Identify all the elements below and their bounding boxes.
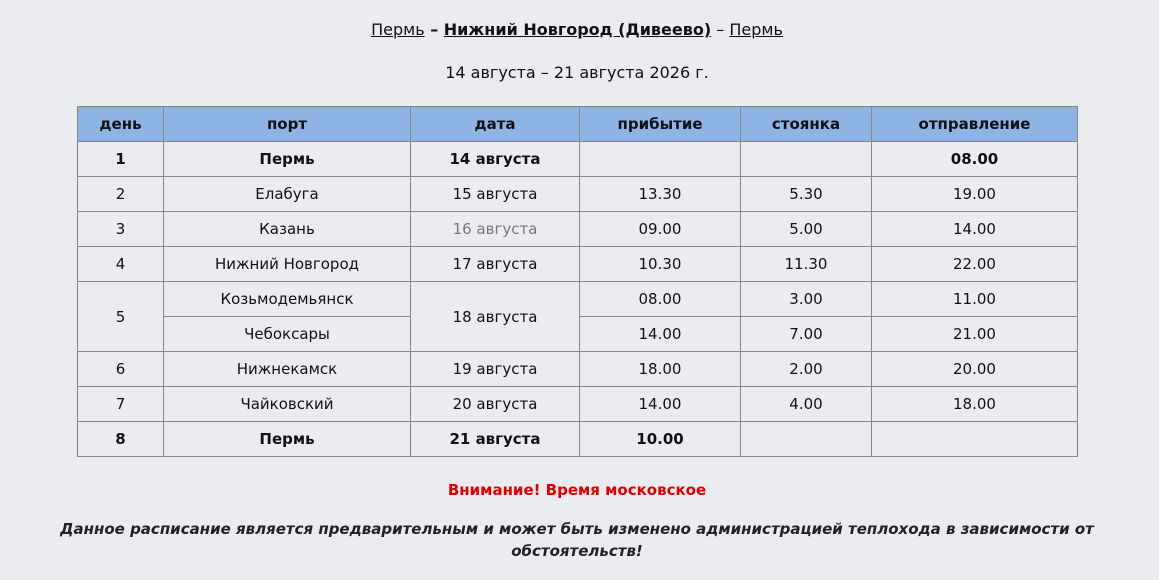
table-row <box>78 282 1078 317</box>
cell-port: Пермь <box>164 422 411 457</box>
cell-date: 19 августа <box>411 352 580 387</box>
cell-departure: 20.00 <box>872 352 1078 387</box>
cell-arrival: 09.00 <box>580 212 741 247</box>
table-row <box>78 352 1078 387</box>
timezone-warning: Внимание! Время московское <box>447 481 707 499</box>
table-row <box>78 177 1078 212</box>
cell-port: Казань <box>164 212 411 247</box>
cell-port: Елабуга <box>164 177 411 212</box>
cell-port: Козьмодемьянск <box>164 282 411 317</box>
cell-departure: 08.00 <box>872 142 1078 177</box>
cell-day: 2 <box>78 177 164 212</box>
cell-date: 18 августа <box>411 282 580 352</box>
cell-arrival: 08.00 <box>580 282 741 317</box>
cell-stop: 4.00 <box>741 387 872 422</box>
cell-day: 7 <box>78 387 164 422</box>
cell-arrival: 18.00 <box>580 352 741 387</box>
cell-day: 4 <box>78 247 164 282</box>
cell-port: Нижнекамск <box>164 352 411 387</box>
header-departure: отправление <box>872 107 1078 142</box>
cruise-dates: 14 августа – 21 августа 2026 г. <box>445 63 709 82</box>
cell-departure: 14.00 <box>872 212 1078 247</box>
cell-arrival: 14.00 <box>580 387 741 422</box>
cell-date: 16 августа <box>411 212 580 247</box>
cell-day: 3 <box>78 212 164 247</box>
cell-departure: 18.00 <box>872 387 1078 422</box>
cell-departure: 19.00 <box>872 177 1078 212</box>
table-header-row <box>78 107 1078 142</box>
cell-stop: 3.00 <box>741 282 872 317</box>
cell-stop: 2.00 <box>741 352 872 387</box>
cell-date: 21 августа <box>411 422 580 457</box>
table-row <box>78 422 1078 457</box>
disclaimer-note: Данное расписание является предварительным и может быть изменено администрацией теплохода в зависимости от обстоятельств! <box>60 520 1094 560</box>
cell-port: Нижний Новгород <box>164 247 411 282</box>
header-stop: стоянка <box>741 107 872 142</box>
cell-date: 15 августа <box>411 177 580 212</box>
cell-departure: 11.00 <box>872 282 1078 317</box>
cell-day: 8 <box>78 422 164 457</box>
cell-arrival: 10.00 <box>580 422 741 457</box>
cell-day: 1 <box>78 142 164 177</box>
cell-arrival: 13.30 <box>580 177 741 212</box>
cell-date: 20 августа <box>411 387 580 422</box>
cell-port: Пермь <box>164 142 411 177</box>
cell-port: Чебоксары <box>164 317 411 352</box>
cell-arrival: 14.00 <box>580 317 741 352</box>
route-middle: Нижний Новгород (Дивеево) <box>443 20 712 39</box>
table-row <box>78 212 1078 247</box>
cell-departure: 21.00 <box>872 317 1078 352</box>
cell-stop: 7.00 <box>741 317 872 352</box>
cell-stop: 5.30 <box>741 177 872 212</box>
cell-stop: 5.00 <box>741 212 872 247</box>
cell-departure <box>872 422 1078 457</box>
route-start: Пермь <box>371 20 425 39</box>
cell-port: Чайковский <box>164 387 411 422</box>
cell-stop: 11.30 <box>741 247 872 282</box>
cell-arrival: 10.30 <box>580 247 741 282</box>
cell-date: 17 августа <box>411 247 580 282</box>
cell-stop <box>741 142 872 177</box>
route-dash-2: – <box>711 20 730 39</box>
cell-departure: 22.00 <box>872 247 1078 282</box>
table-row <box>78 247 1078 282</box>
cell-day: 6 <box>78 352 164 387</box>
route-title <box>0 19 1154 41</box>
header-date: дата <box>411 107 580 142</box>
cell-arrival <box>580 142 741 177</box>
table-row <box>78 387 1078 422</box>
header-port: порт <box>164 107 411 142</box>
table-row <box>78 142 1078 177</box>
schedule-table <box>77 106 1078 457</box>
cell-day: 5 <box>78 282 164 352</box>
cell-date: 14 августа <box>411 142 580 177</box>
header-day: день <box>78 107 164 142</box>
cell-stop <box>741 422 872 457</box>
route-end: Пермь <box>729 20 783 39</box>
route-dash-1: – <box>424 20 444 39</box>
header-arrival: прибытие <box>580 107 741 142</box>
